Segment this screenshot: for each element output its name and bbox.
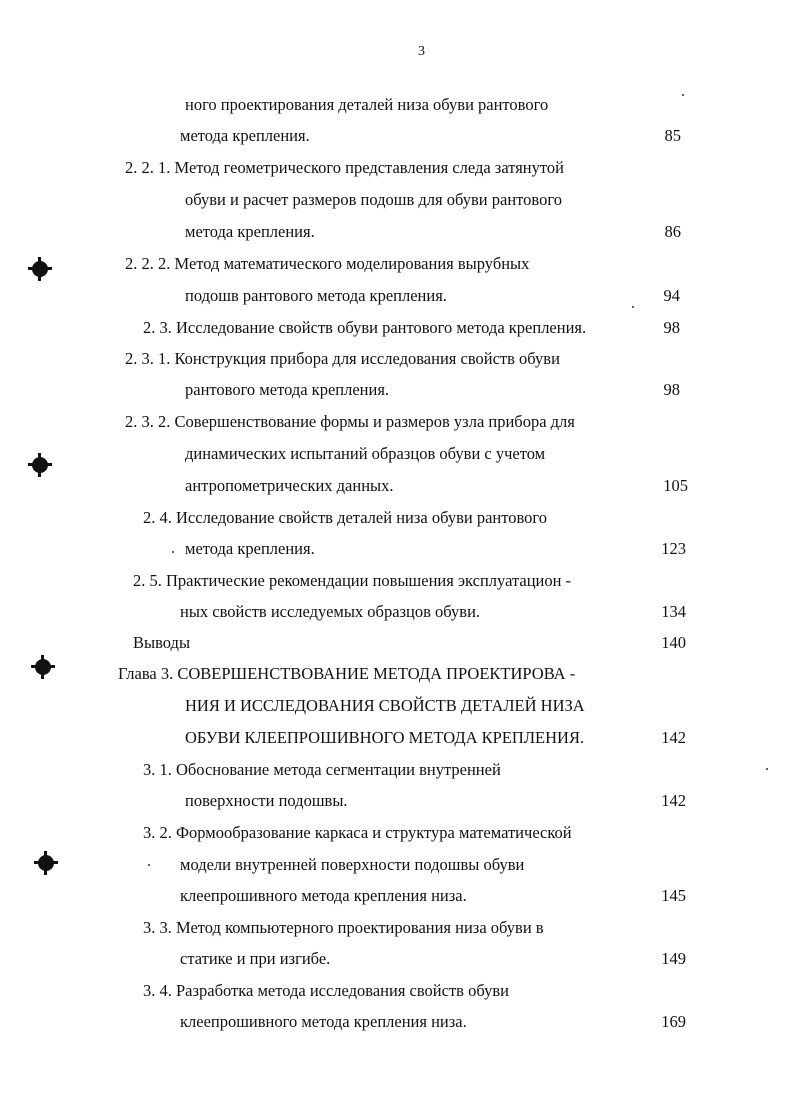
toc-entry-11-line-1: модели внутренней поверхности подошвы обуви <box>180 855 525 874</box>
toc-entry-5-page: 105 <box>663 476 688 495</box>
toc-entry-3-page: 98 <box>663 318 680 337</box>
toc-entry-1-page: 86 <box>664 222 681 241</box>
scan-speck <box>682 94 684 96</box>
punch-hole-2 <box>32 457 48 473</box>
toc-entry-10-page: 142 <box>661 791 686 810</box>
toc-entry-1-line-1: обуви и расчет размеров подошв для обуви рантового <box>185 190 562 209</box>
toc-entry-4-line-1: рантового метода крепления. <box>185 380 390 399</box>
toc-entry-1-line-0: 2. 2. 1. Метод геометрического представления следа затянутой <box>125 158 564 177</box>
toc-entry-11-line-2: клеепрошивного метода крепления низа. <box>180 886 467 905</box>
punch-hole-1 <box>32 261 48 277</box>
punch-hole-3 <box>35 659 51 675</box>
toc-entry-2-page: 94 <box>663 286 680 305</box>
toc-entry-9-line-0: Глава 3. СОВЕРШЕНСТВОВАНИЕ МЕТОДА ПРОЕКТИРОВА - <box>118 664 576 683</box>
toc-entry-4-line-0: 2. 3. 1. Конструкция прибора для исследования свойств обуви <box>125 349 560 368</box>
punch-hole-4 <box>38 855 54 871</box>
toc-entry-6-line-1: метода крепления. <box>185 539 315 558</box>
toc-entry-0-line-1: метода крепления. <box>180 126 310 145</box>
toc-entry-10-line-1: поверхности подошвы. <box>185 791 348 810</box>
scan-speck <box>148 864 150 866</box>
toc-entry-0-page: 85 <box>664 126 681 145</box>
toc-entry-9-line-1: НИЯ И ИССЛЕДОВАНИЯ СВОЙСТВ ДЕТАЛЕЙ НИЗА <box>185 696 585 715</box>
toc-entry-12-line-0: 3. 3. Метод компьютерного проектирования низа обуви в <box>143 918 544 937</box>
toc-entry-13-line-0: 3. 4. Разработка метода исследования свойств обуви <box>143 981 509 1000</box>
toc-entry-5-line-2: антропометрических данных. <box>185 476 394 495</box>
toc-entry-2-line-1: подошв рантового метода крепления. <box>185 286 447 305</box>
toc-entry-13-page: 169 <box>661 1012 686 1031</box>
toc-entry-5-line-1: динамических испытаний образцов обуви с учетом <box>185 444 546 463</box>
toc-entry-0-line-0: ного проектирования деталей низа обуви рантового <box>185 95 549 114</box>
toc-entry-11-page: 145 <box>661 886 686 905</box>
toc-entry-9-line-2: ОБУВИ КЛЕЕПРОШИВНОГО МЕТОДА КРЕПЛЕНИЯ. <box>185 728 585 747</box>
toc-entry-7-line-0: 2. 5. Практические рекомендации повышения эксплуатацион - <box>133 571 572 590</box>
toc-entry-9-page: 142 <box>661 728 686 747</box>
toc-entry-12-page: 149 <box>661 949 686 968</box>
toc-entry-7-page: 134 <box>661 602 686 621</box>
scan-speck <box>172 551 174 553</box>
toc-entry-4-page: 98 <box>663 380 680 399</box>
toc-entry-3-line-0: 2. 3. Исследование свойств обуви рантового метода крепления. <box>143 318 587 337</box>
toc-entry-8-page: 140 <box>661 633 686 652</box>
toc-entry-7-line-1: ных свойств исследуемых образцов обуви. <box>180 602 481 621</box>
toc-entry-6-page: 123 <box>661 539 686 558</box>
scan-speck <box>766 768 768 770</box>
toc-entry-1-line-2: метода крепления. <box>185 222 315 241</box>
toc-entry-11-line-0: 3. 2. Формообразование каркаса и структура математической <box>143 823 572 842</box>
scan-speck <box>632 306 634 308</box>
toc-entry-2-line-0: 2. 2. 2. Метод математического моделирования вырубных <box>125 254 530 273</box>
toc-entry-6-line-0: 2. 4. Исследование свойств деталей низа обуви рантового <box>143 508 548 527</box>
toc-entry-13-line-1: клеепрошивного метода крепления низа. <box>180 1012 467 1031</box>
toc-entry-10-line-0: 3. 1. Обоснование метода сегментации внутренней <box>143 760 501 779</box>
toc-entry-8-line-0: Выводы <box>133 633 191 652</box>
toc-entry-12-line-1: статике и при изгибе. <box>180 949 331 968</box>
page-number: 3 <box>418 44 425 59</box>
toc-entry-5-line-0: 2. 3. 2. Совершенствование формы и размеров узла прибора для <box>125 412 575 431</box>
